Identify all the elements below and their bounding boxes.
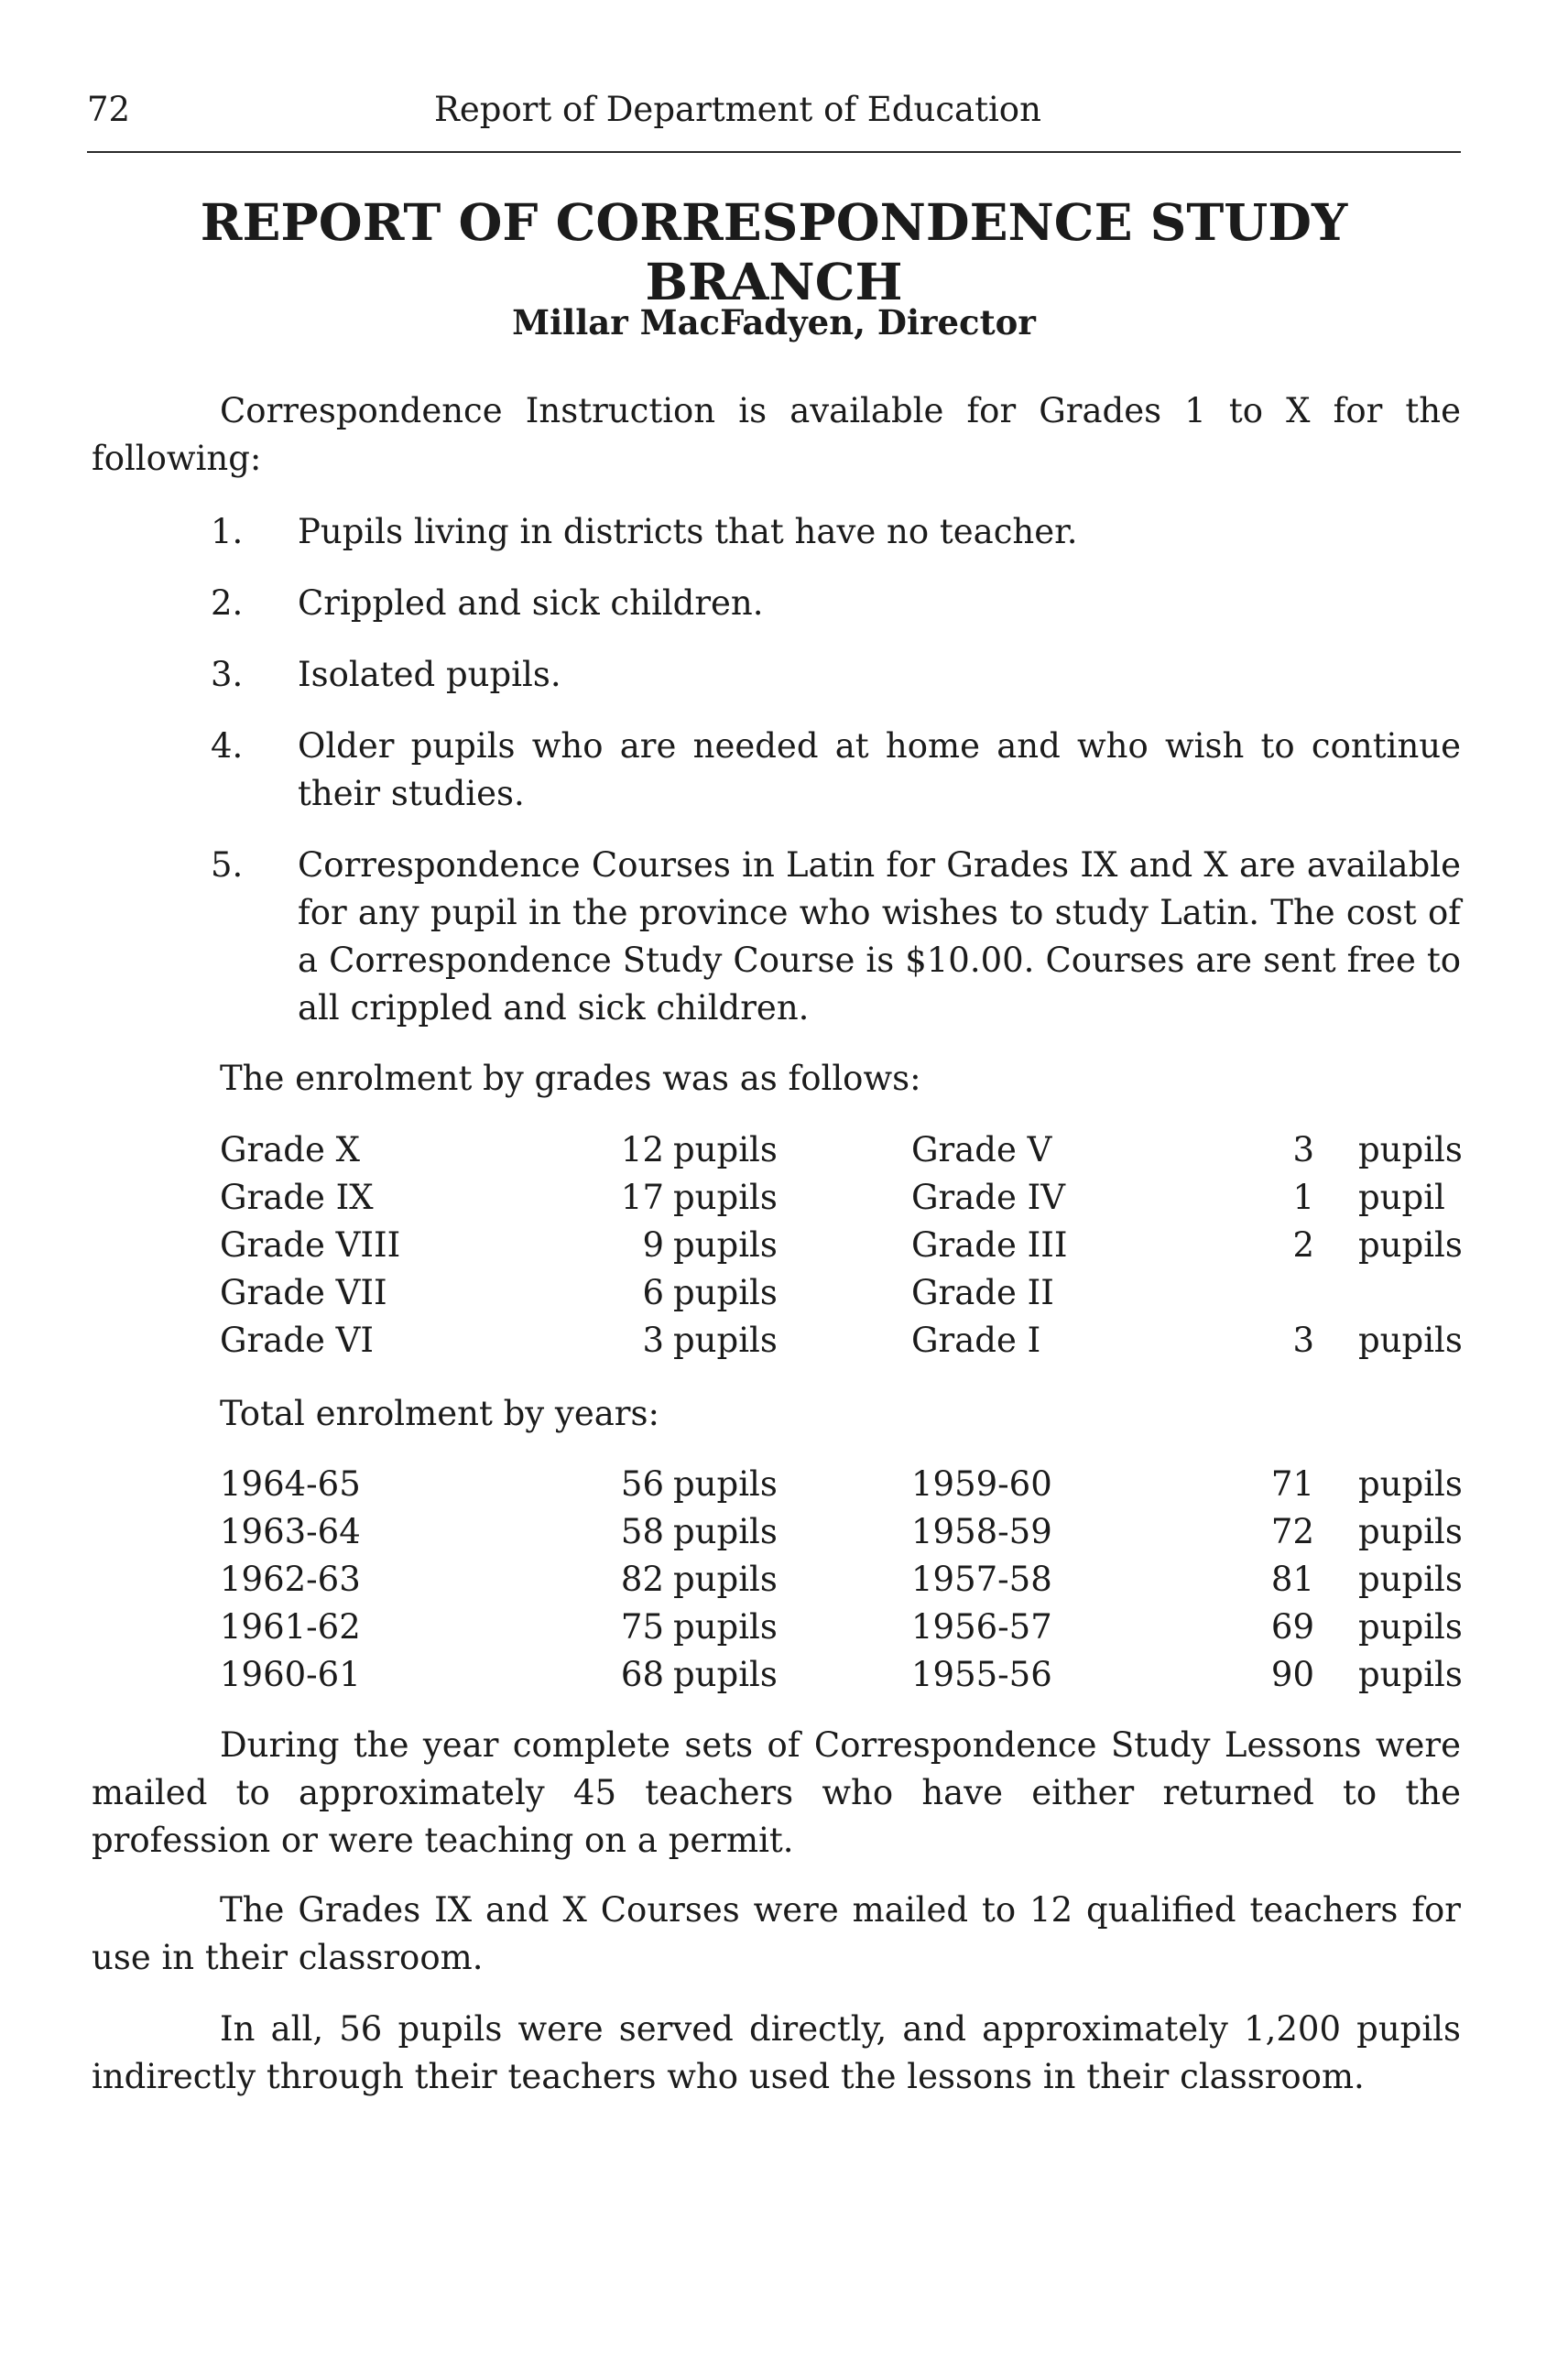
grade-label: Grade III <box>911 1225 1068 1265</box>
list-item <box>211 842 1461 1032</box>
pupil-unit: pupils <box>673 1130 778 1169</box>
school-year: 1963-64 <box>220 1512 361 1551</box>
school-year: 1958-59 <box>911 1512 1052 1551</box>
table-row <box>0 1317 1568 1365</box>
pupil-unit: pupils <box>1358 1512 1463 1551</box>
list-item-number: 2. <box>211 583 244 623</box>
grade-label: Grade VII <box>220 1273 387 1312</box>
grade-label: Grade V <box>911 1130 1052 1169</box>
list-item-text: Pupils living in districts that have no teacher. <box>298 512 1078 551</box>
pupil-unit: pupils <box>673 1512 778 1551</box>
pupil-count: 1 <box>1292 1178 1314 1217</box>
school-year: 1957-58 <box>911 1560 1052 1599</box>
pupil-unit: pupils <box>673 1273 778 1312</box>
lessons-mailed-paragraph: During the year complete sets of Correspondence Study Lessons were mailed to approximately 45 teachers who have either returned to the profession or were teaching on a permit. <box>92 1725 1461 1860</box>
page-number: 72 <box>87 90 131 129</box>
table-row <box>0 1508 1568 1556</box>
header-rule <box>87 151 1461 153</box>
list-item-text: Isolated pupils. <box>298 655 561 694</box>
table-row <box>0 1174 1568 1222</box>
list-item-text: Correspondence Courses in Latin for Grades IX and X are available for any pupil in the province who wishes to study Latin. The cost of a Correspondence Study Course is $10.00. Courses are sent free to all crippled and sick children. <box>298 845 1461 1028</box>
pupil-unit: pupils <box>1358 1321 1463 1360</box>
grade-label: Grade II <box>911 1273 1054 1312</box>
pupils-served-paragraph: In all, 56 pupils were served directly, and approximately 1,200 pupils indirectly through their teachers who used the lessons in their classroom. <box>92 2009 1461 2096</box>
pupil-unit: pupils <box>1358 1130 1463 1169</box>
pupil-count: 6 <box>642 1273 664 1312</box>
section-title: REPORT OF CORRESPONDENCE STUDY BRANCH <box>200 192 1348 311</box>
school-year: 1959-60 <box>911 1464 1052 1504</box>
grade-label: Grade VIII <box>220 1225 401 1265</box>
grade-label: Grade IX <box>220 1178 374 1217</box>
pupil-count: 9 <box>642 1225 664 1265</box>
pupil-count: 3 <box>642 1321 664 1360</box>
grades-enrolment-table <box>0 1126 1568 1365</box>
years-lead: Total enrolment by years: <box>220 1394 659 1433</box>
pupil-count: 68 <box>620 1655 664 1694</box>
pupil-unit: pupils <box>1358 1225 1463 1265</box>
table-row <box>0 1222 1568 1269</box>
pupil-unit: pupils <box>673 1178 778 1217</box>
grades-lead: The enrolment by grades was as follows: <box>220 1059 921 1098</box>
pupil-count: 58 <box>620 1512 664 1551</box>
pupil-count: 12 <box>620 1130 664 1169</box>
table-row <box>0 1461 1568 1508</box>
pupil-unit: pupils <box>1358 1560 1463 1599</box>
school-year: 1956-57 <box>911 1607 1052 1647</box>
pupil-count: 81 <box>1270 1560 1314 1599</box>
school-year: 1964-65 <box>220 1464 361 1504</box>
pupil-unit: pupils <box>1358 1607 1463 1647</box>
pupil-unit: pupil <box>1358 1178 1445 1217</box>
school-year: 1955-56 <box>911 1655 1052 1694</box>
pupil-count: 2 <box>1292 1225 1314 1265</box>
list-item <box>211 580 1461 627</box>
pupil-count: 17 <box>620 1178 664 1217</box>
eligibility-list <box>211 508 1461 1056</box>
grade-label: Grade X <box>220 1130 360 1169</box>
table-row <box>0 1269 1568 1317</box>
pupil-count: 71 <box>1270 1464 1314 1504</box>
pupil-unit: pupils <box>673 1464 778 1504</box>
grade-label: Grade VI <box>220 1321 374 1360</box>
table-row <box>0 1126 1568 1174</box>
pupil-unit: pupils <box>673 1607 778 1647</box>
list-item-number: 1. <box>211 512 244 551</box>
director-byline: Millar MacFadyen, Director <box>512 302 1036 343</box>
school-year: 1961-62 <box>220 1607 361 1647</box>
pupil-unit: pupils <box>1358 1464 1463 1504</box>
pupil-count: 56 <box>620 1464 664 1504</box>
list-item-number: 4. <box>211 726 244 766</box>
list-item-number: 3. <box>211 655 244 694</box>
list-item-text: Crippled and sick children. <box>298 583 764 623</box>
running-header: Report of Department of Education <box>434 90 1041 129</box>
intro-paragraph: Correspondence Instruction is available for Grades 1 to X for the following: <box>92 391 1461 478</box>
pupil-unit: pupils <box>673 1655 778 1694</box>
pupil-count: 75 <box>620 1607 664 1647</box>
pupil-unit: pupils <box>673 1225 778 1265</box>
courses-mailed-paragraph: The Grades IX and X Courses were mailed to 12 qualified teachers for use in their classroom. <box>92 1890 1461 1977</box>
list-item <box>211 508 1461 556</box>
pupil-count: 69 <box>1270 1607 1314 1647</box>
list-item <box>211 723 1461 818</box>
pupil-unit: pupils <box>673 1560 778 1599</box>
pupil-count: 90 <box>1270 1655 1314 1694</box>
pupil-count: 3 <box>1292 1321 1314 1360</box>
pupil-count: 82 <box>620 1560 664 1599</box>
table-row <box>0 1651 1568 1699</box>
list-item-text: Older pupils who are needed at home and who wish to continue their studies. <box>298 726 1461 813</box>
pupil-unit: pupils <box>1358 1655 1463 1694</box>
school-year: 1960-61 <box>220 1655 361 1694</box>
table-row <box>0 1556 1568 1604</box>
school-year: 1962-63 <box>220 1560 361 1599</box>
years-enrolment-table <box>0 1461 1568 1699</box>
grade-label: Grade I <box>911 1321 1041 1360</box>
pupil-unit: pupils <box>673 1321 778 1360</box>
pupil-count: 3 <box>1292 1130 1314 1169</box>
list-item <box>211 651 1461 699</box>
list-item-number: 5. <box>211 845 244 885</box>
table-row <box>0 1604 1568 1651</box>
pupil-count: 72 <box>1270 1512 1314 1551</box>
grade-label: Grade IV <box>911 1178 1065 1217</box>
